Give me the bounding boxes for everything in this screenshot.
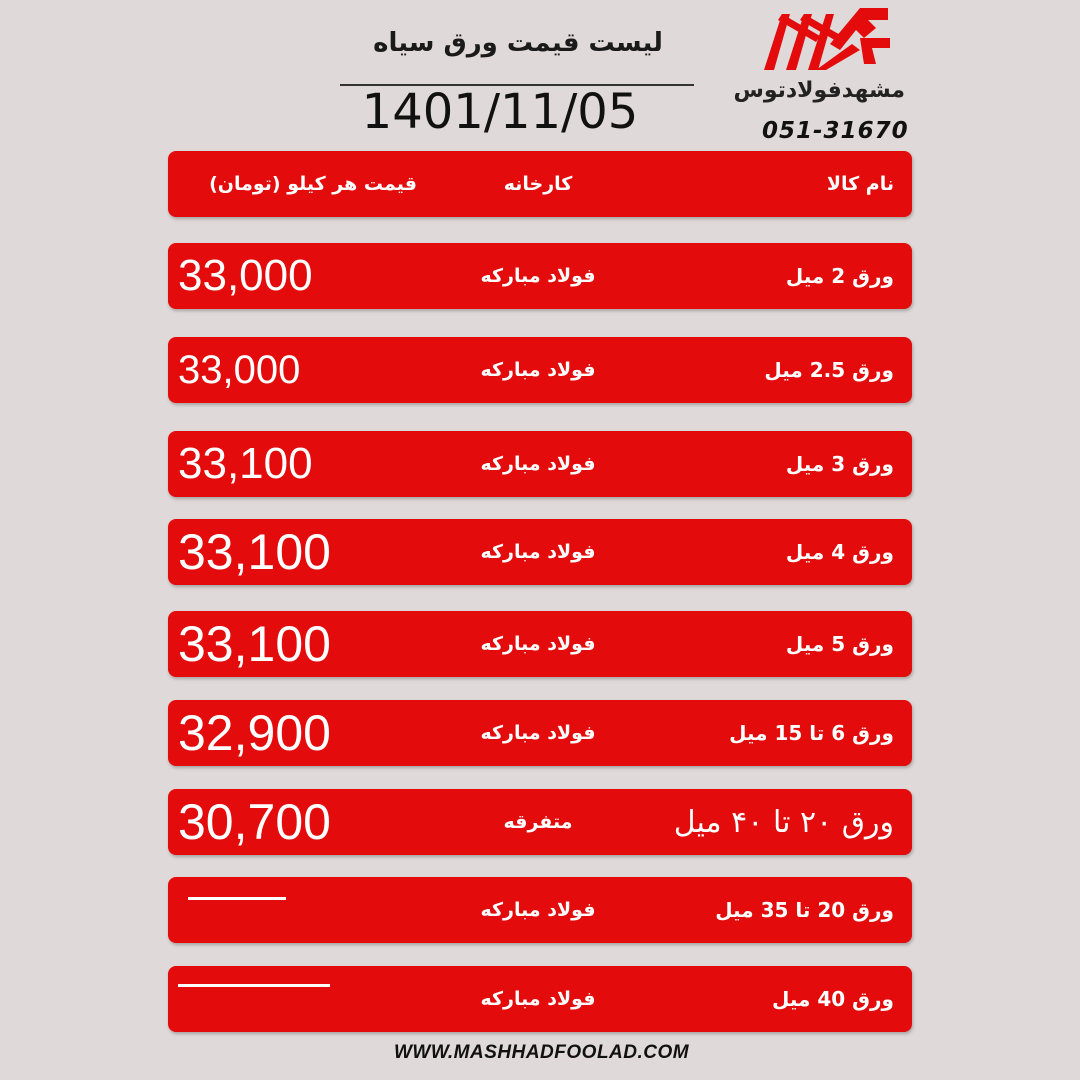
table-header [168,151,912,217]
table-row [168,700,912,766]
factory-name: فولاد مبارکه [480,899,596,921]
steel-logo-icon [760,4,900,76]
price-value: 32,900 [178,705,331,761]
factory-name: فولاد مبارکه [480,988,596,1010]
brand-name: مشهدفولادتوس [733,78,905,103]
factory-name: متفرقه [503,811,573,833]
table-row [168,966,912,1032]
factory-name: فولاد مبارکه [480,541,596,563]
product-name: ورق 2 میل [785,264,894,288]
table-row [168,519,912,585]
product-name: ورق 20 تا 35 میل [715,898,894,922]
product-name: ورق 5 میل [785,632,894,656]
column-header-name: نام کالا [826,173,894,195]
price-value: 33,100 [178,524,331,580]
product-name: ورق 6 تا 15 میل [729,721,894,745]
table-row [168,337,912,403]
price-unavailable-dash [178,984,330,987]
phone-number: 051-31670 [762,118,909,144]
table-row [168,789,912,855]
column-header-factory: کارخانه [503,173,573,195]
price-value: 33,000 [178,347,301,392]
table-row [168,431,912,497]
table-row [168,877,912,943]
website-link[interactable]: WWW.MASHHADFOOLAD.COM [394,1042,690,1063]
product-name: ورق ۲۰ تا ۴۰ میل [673,804,894,840]
price-value: 33,100 [178,439,313,488]
factory-name: فولاد مبارکه [480,453,596,475]
price-value: 33,100 [178,616,331,672]
factory-name: فولاد مبارکه [480,633,596,655]
product-name: ورق 2.5 میل [764,358,894,382]
factory-name: فولاد مبارکه [480,722,596,744]
table-row [168,611,912,677]
product-name: ورق 4 میل [785,540,894,564]
page-title: لیست قیمت ورق سیاه [373,28,663,58]
price-value: 30,700 [178,794,331,850]
price-unavailable-dash [188,897,286,900]
factory-name: فولاد مبارکه [480,265,596,287]
product-name: ورق 3 میل [785,452,894,476]
price-value: 33,000 [178,251,313,300]
product-name: ورق 40 میل [771,987,894,1011]
table-row [168,243,912,309]
column-header-price: قیمت هر کیلو (تومان) [209,173,417,195]
price-date: 1401/11/05 [361,84,639,140]
factory-name: فولاد مبارکه [480,359,596,381]
